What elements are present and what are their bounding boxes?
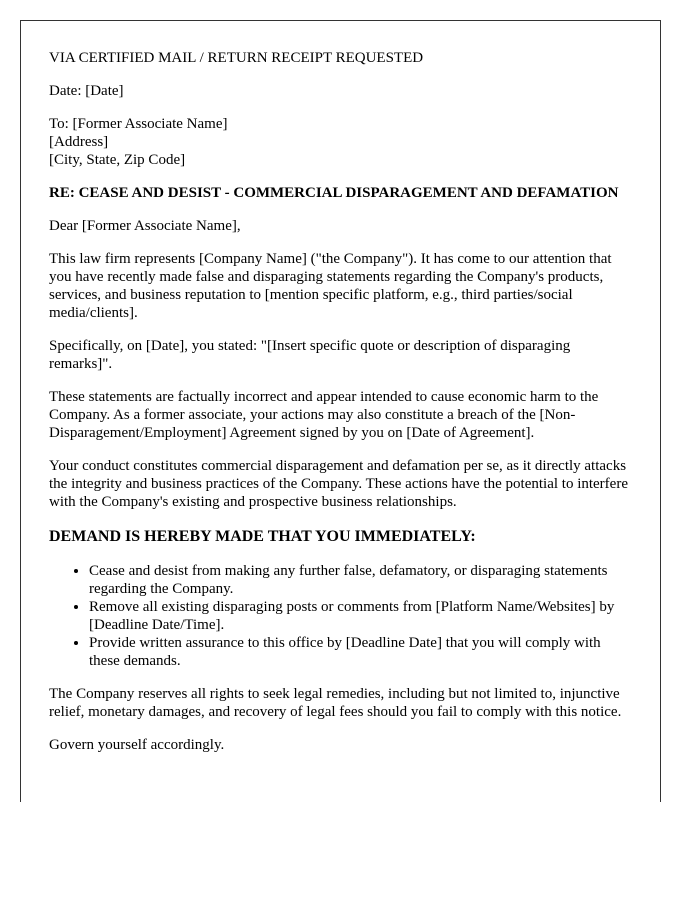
demand-heading: DEMAND IS HEREBY MADE THAT YOU IMMEDIATELY: <box>49 528 476 545</box>
demand-item: • Provide written assurance to this office by [Deadline Date] that you will comply with these demands. <box>89 634 632 670</box>
body-paragraph: This law firm represents [Company Name] ("the Company"). It has come to our attention that you have recently made false and disparaging statements regarding the Company's products, services, and business reputation to [mention specific platform, e.g., third parties/social media/clients]. <box>49 251 612 321</box>
subject-line: RE: CEASE AND DESIST - COMMERCIAL DISPARAGEMENT AND DEFAMATION <box>49 185 619 201</box>
demand-item: • Cease and desist from making any further false, defamatory, or disparaging statements regarding the Company. <box>89 562 632 598</box>
reservation-of-rights: The Company reserves all rights to seek legal remedies, including but not limited to, injunctive relief, monetary damages, and recovery of legal fees should you fail to comply with this notice. <box>49 686 622 720</box>
salutation: Dear [Former Associate Name], <box>49 218 241 234</box>
body-paragraph: These statements are factually incorrect and appear intended to cause economic harm to the Company. As a former associate, your actions may also constitute a breach of the [Non-Disparagement/Employment] Agreement signed by you on [Date of Agreement]. <box>49 389 599 441</box>
body-paragraph: Specifically, on [Date], you stated: "[Insert specific quote or description of disparaging remarks]". <box>49 338 571 372</box>
recipient-address <box>49 115 632 169</box>
demand-list <box>49 562 632 670</box>
letter-date: Date: [Date] <box>49 83 124 99</box>
recipient-city: [City, State, Zip Code] <box>49 152 186 168</box>
body-paragraph: Your conduct constitutes commercial disparagement and defamation per se, as it directly attacks the integrity and business practices of the Company. These actions have the potential to interfere with the Company's existing and prospective business relationships. <box>49 458 628 510</box>
delivery-method: VIA CERTIFIED MAIL / RETURN RECEIPT REQUESTED <box>49 50 424 66</box>
letter-page <box>20 20 661 802</box>
closing-line: Govern yourself accordingly. <box>49 737 225 753</box>
demand-item: • Remove all existing disparaging posts or comments from [Platform Name/Websites] by [Deadline Date/Time]. <box>89 598 632 634</box>
recipient-street: [Address] <box>49 134 109 150</box>
recipient-name: To: [Former Associate Name] <box>49 116 228 132</box>
